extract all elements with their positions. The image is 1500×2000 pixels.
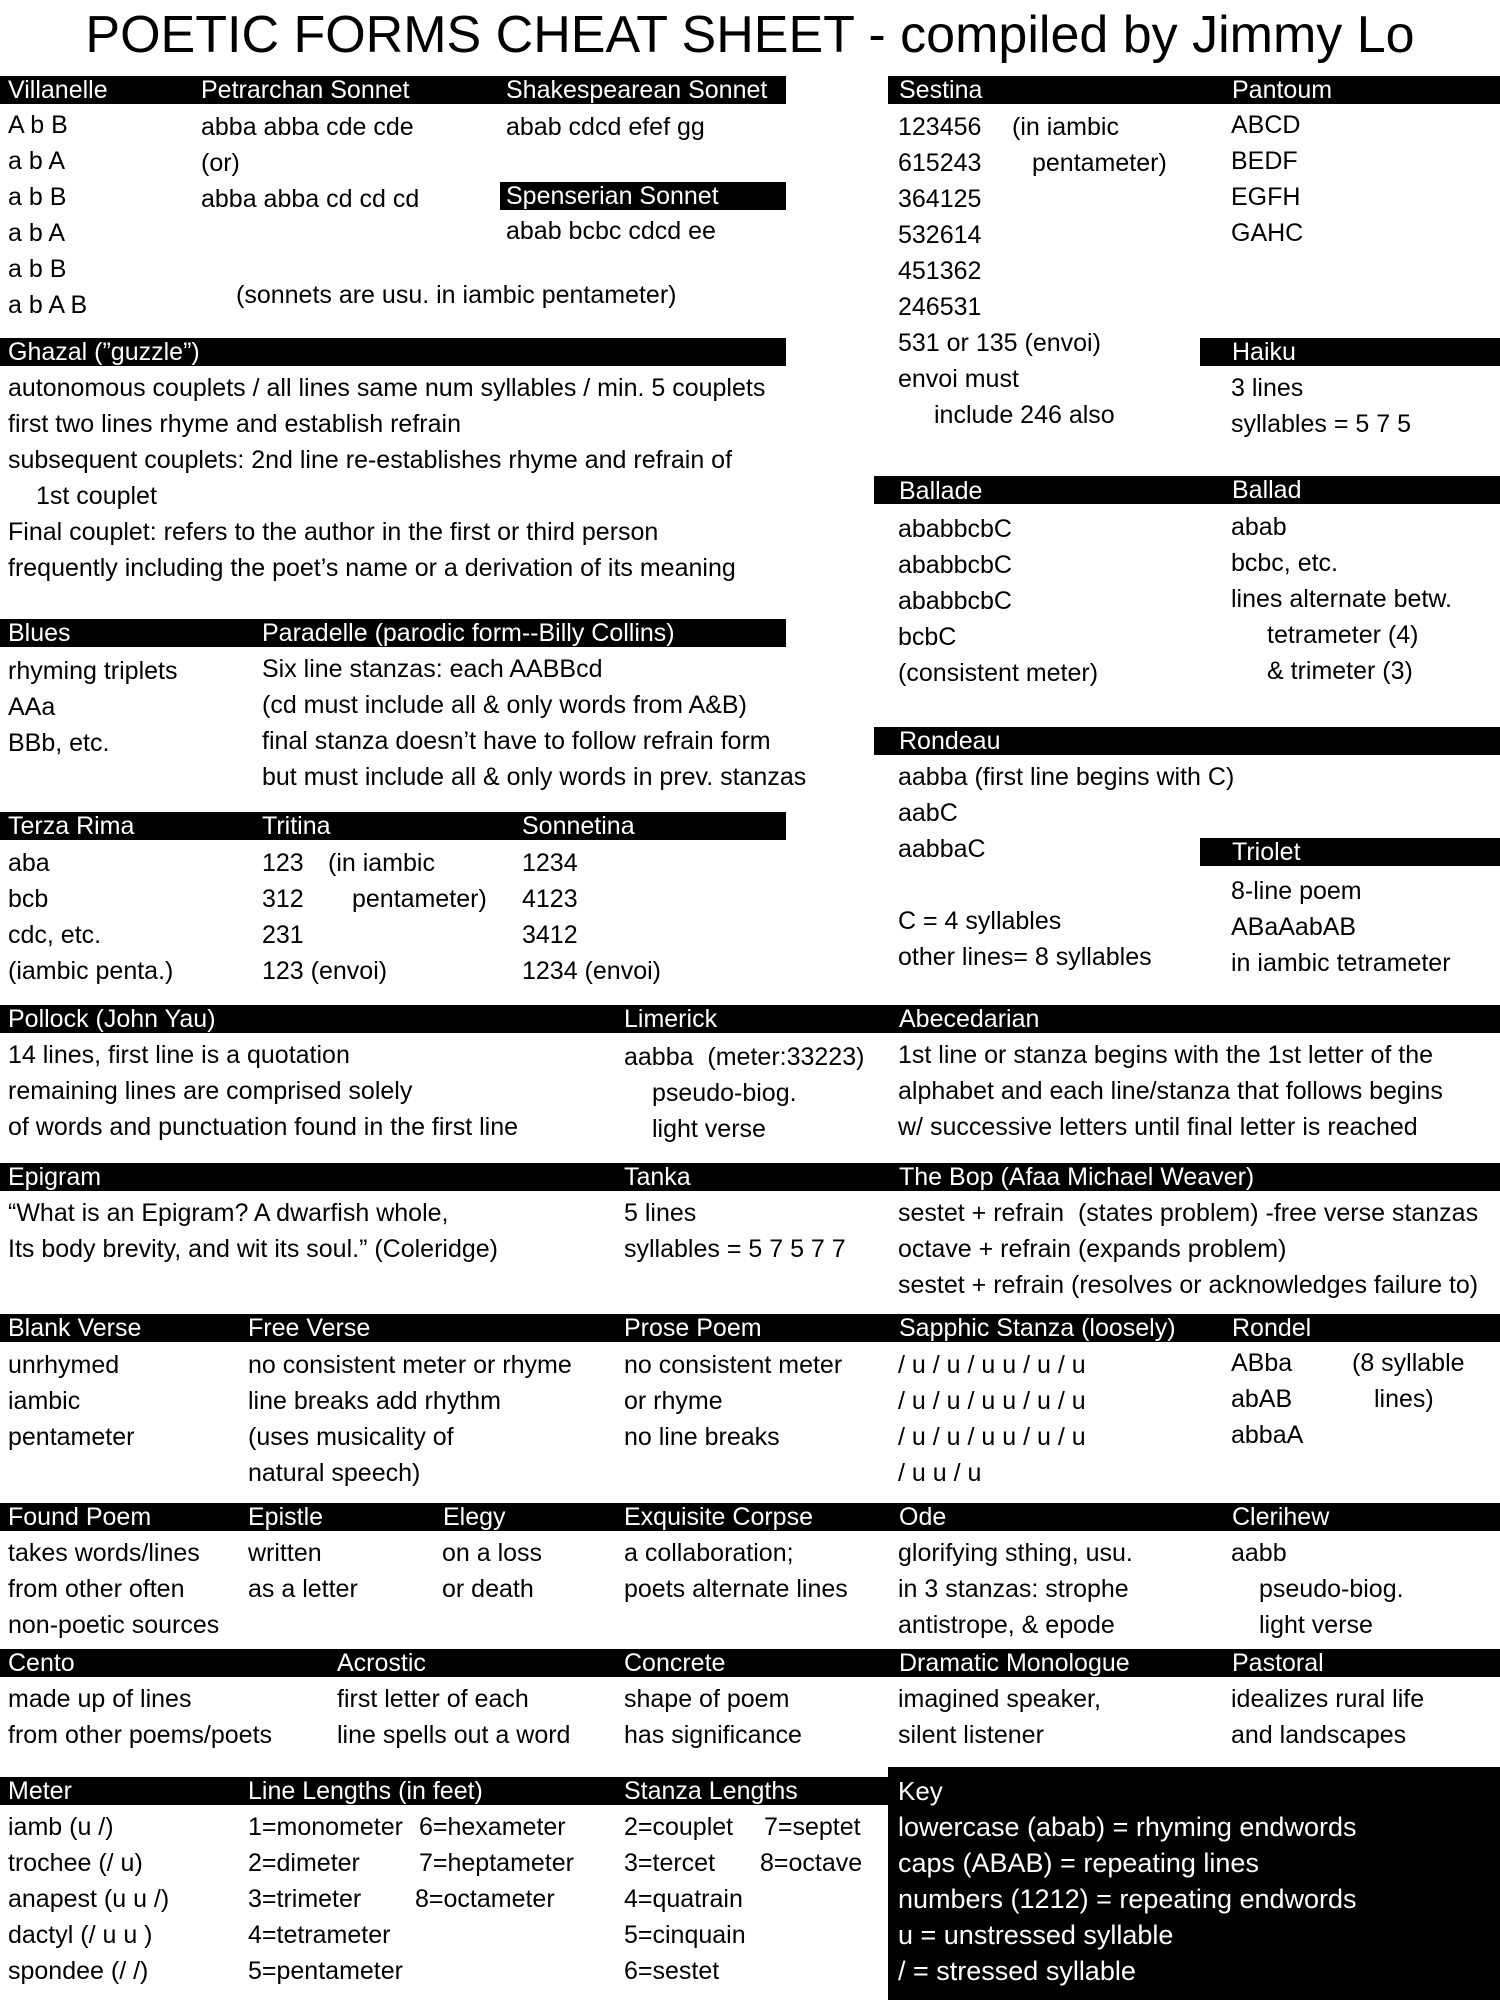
abecedarian-heading: Abecedarian <box>899 1005 1040 1033</box>
paradelle-heading: Paradelle (parodic form--Billy Collins) <box>262 619 675 647</box>
epigram-line: Its body brevity, and wit its soul.” (Coleridge) <box>8 1235 499 1263</box>
clerihew-line: pseudo-biog. <box>1259 1575 1404 1603</box>
line-length-item: 4=tetrameter <box>248 1921 391 1949</box>
sestina-line: 451362 <box>898 257 982 285</box>
sestina-line: 364125 <box>898 185 982 213</box>
sonnetina-heading: Sonnetina <box>522 812 635 840</box>
haiku-heading: Haiku <box>1232 338 1296 366</box>
clerihew-line: light verse <box>1259 1611 1373 1639</box>
terza-line: (iambic penta.) <box>8 957 174 985</box>
ballade-line: ababbcbC <box>898 551 1012 579</box>
blank-verse-line: pentameter <box>8 1423 135 1451</box>
stanza-length-item: 5=cinquain <box>624 1921 746 1949</box>
pantoum-heading: Pantoum <box>1232 76 1333 104</box>
sestina-heading: Sestina <box>899 76 983 104</box>
haiku-line: syllables = 5 7 5 <box>1231 410 1411 438</box>
pantoum-line: GAHC <box>1231 219 1304 247</box>
abecedarian-line: 1st line or stanza begins with the 1st letter of the <box>898 1041 1434 1069</box>
elegy-heading: Elegy <box>443 1503 506 1531</box>
epigram-heading: Epigram <box>8 1163 102 1191</box>
free-verse-line: no consistent meter or rhyme <box>248 1351 572 1379</box>
villanelle-line: a b B <box>8 255 67 283</box>
line-length-item: 1=monometer <box>248 1813 403 1841</box>
ballade-line: (consistent meter) <box>898 659 1099 687</box>
pollock-line: remaining lines are comprised solely <box>8 1077 413 1105</box>
tritina-line: 312 <box>262 885 304 913</box>
found-poem-line: non-poetic sources <box>8 1611 220 1639</box>
pastoral-heading: Pastoral <box>1232 1649 1324 1677</box>
petrarchan-line: abba abba cd cd cd <box>201 185 420 213</box>
ballade-line: bcbC <box>898 623 957 651</box>
sestina-line: include 246 also <box>934 401 1115 429</box>
sestina-note: (in iambic <box>1012 113 1119 141</box>
free-verse-line: natural speech) <box>248 1459 421 1487</box>
rondel-line: ABba <box>1231 1349 1293 1377</box>
rondel-line: abAB <box>1231 1385 1293 1413</box>
stanza-length-item: 8=octave <box>760 1849 863 1877</box>
villanelle-heading: Villanelle <box>8 76 108 104</box>
stanza-length-item: 6=sestet <box>624 1957 720 1985</box>
abecedarian-line: w/ successive letters until final letter is reached <box>898 1113 1418 1141</box>
cento-heading: Cento <box>8 1649 75 1677</box>
terza-line: cdc, etc. <box>8 921 102 949</box>
sonnetina-line: 1234 (envoi) <box>522 957 661 985</box>
cento-line: from other poems/poets <box>8 1721 273 1749</box>
ghazal-heading: Ghazal (”guzzle”) <box>8 338 200 366</box>
epistle-heading: Epistle <box>248 1503 324 1531</box>
triolet-line: 8-line poem <box>1231 877 1362 905</box>
spenserian-line: abab bcbc cdcd ee <box>506 217 716 245</box>
free-verse-heading: Free Verse <box>248 1314 371 1342</box>
ghazal-line: autonomous couplets / all lines same num syllables / min. 5 couplets <box>8 374 766 402</box>
tritina-heading: Tritina <box>262 812 331 840</box>
tritina-line: 123 <box>262 849 304 877</box>
rondel-note: lines) <box>1374 1385 1434 1413</box>
tritina-line: 123 (envoi) <box>262 957 388 985</box>
limerick-line: aabba (meter:33223) <box>624 1043 865 1071</box>
villanelle-line: a b B <box>8 183 67 211</box>
petrarchan-heading: Petrarchan Sonnet <box>201 76 410 104</box>
rondeau-line: aabba (first line begins with C) <box>898 763 1235 791</box>
ghazal-line: first two lines rhyme and establish refrain <box>8 410 461 438</box>
sapphic-line: / u / u / u u / u / u <box>898 1351 1086 1379</box>
sestina-line: envoi must <box>898 365 1019 393</box>
tanka-line: syllables = 5 7 5 7 7 <box>624 1235 846 1263</box>
found-poem-heading: Found Poem <box>8 1503 152 1531</box>
free-verse-line: (uses musicality of <box>248 1423 454 1451</box>
villanelle-line: a b A B <box>8 291 88 319</box>
sestina-line: 532614 <box>898 221 982 249</box>
rondeau-line: aabC <box>898 799 958 827</box>
ballade-heading: Ballade <box>899 477 983 505</box>
tanka-heading: Tanka <box>624 1163 691 1191</box>
dramatic-line: imagined speaker, <box>898 1685 1101 1713</box>
clerihew-heading: Clerihew <box>1232 1503 1330 1531</box>
line-length-item: 8=octameter <box>415 1885 555 1913</box>
line-length-item: 6=hexameter <box>419 1813 566 1841</box>
terza-line: aba <box>8 849 50 877</box>
stanza-length-item: 3=tercet <box>624 1849 716 1877</box>
villanelle-line: a b A <box>8 219 65 247</box>
limerick-line: light verse <box>652 1115 766 1143</box>
page-title: POETIC FORMS CHEAT SHEET - compiled by Jimmy Lo <box>85 6 1415 64</box>
pollock-line: 14 lines, first line is a quotation <box>8 1041 350 1069</box>
prose-poem-line: no consistent meter <box>624 1351 843 1379</box>
found-poem-line: takes words/lines <box>8 1539 200 1567</box>
pantoum-line: ABCD <box>1231 111 1301 139</box>
bop-heading: The Bop (Afaa Michael Weaver) <box>899 1163 1255 1191</box>
sestina-line: 246531 <box>898 293 982 321</box>
header-bar-row-pollock <box>0 1005 1500 1033</box>
ballad-line: lines alternate betw. <box>1231 585 1452 613</box>
ode-line: glorifying sthing, usu. <box>898 1539 1133 1567</box>
rondel-heading: Rondel <box>1232 1314 1312 1342</box>
tanka-line: 5 lines <box>624 1199 697 1227</box>
concrete-line: shape of poem <box>624 1685 790 1713</box>
shakespearean-heading: Shakespearean Sonnet <box>506 76 768 104</box>
triolet-line: in iambic tetrameter <box>1231 949 1451 977</box>
key-line: numbers (1212) = repeating endwords <box>898 1884 1357 1914</box>
blank-verse-line: iambic <box>8 1387 81 1415</box>
exquisite-line: poets alternate lines <box>624 1575 848 1603</box>
triolet-line: ABaAabAB <box>1231 913 1357 941</box>
stanza-length-item: 7=septet <box>764 1813 861 1841</box>
blues-heading: Blues <box>8 619 71 647</box>
key-line: lowercase (abab) = rhyming endwords <box>898 1812 1357 1842</box>
haiku-line: 3 lines <box>1231 374 1304 402</box>
sapphic-line: / u u / u <box>898 1459 982 1487</box>
blues-line: AAa <box>8 693 56 721</box>
ballade-line: ababbcbC <box>898 515 1012 543</box>
elegy-line: or death <box>442 1575 534 1603</box>
ballade-line: ababbcbC <box>898 587 1012 615</box>
epistle-line: written <box>248 1539 322 1567</box>
sapphic-line: / u / u / u u / u / u <box>898 1387 1086 1415</box>
key-line: caps (ABAB) = repeating lines <box>898 1848 1259 1878</box>
ballad-line: tetrameter (4) <box>1267 621 1419 649</box>
ode-line: antistrope, & epode <box>898 1611 1115 1639</box>
key-line: u = unstressed syllable <box>898 1920 1174 1950</box>
elegy-line: on a loss <box>442 1539 543 1567</box>
meter-line: anapest (u u /) <box>8 1885 170 1913</box>
stanza-length-item: 4=quatrain <box>624 1885 743 1913</box>
paradelle-line: final stanza doesn’t have to follow refrain form <box>262 727 771 755</box>
sonnetina-line: 4123 <box>522 885 578 913</box>
exquisite-heading: Exquisite Corpse <box>624 1503 813 1531</box>
ghazal-line: Final couplet: refers to the author in the first or third person <box>8 518 659 546</box>
key-box <box>888 1767 1500 2000</box>
concrete-heading: Concrete <box>624 1649 726 1677</box>
rondeau-line: C = 4 syllables <box>898 907 1062 935</box>
acrostic-line: first letter of each <box>337 1685 529 1713</box>
rondeau-heading: Rondeau <box>899 727 1001 755</box>
stanza-length-item: 2=couplet <box>624 1813 734 1841</box>
meter-line: dactyl (/ u u ) <box>8 1921 153 1949</box>
sestina-line: 615243 <box>898 149 982 177</box>
villanelle-line: A b B <box>8 111 68 139</box>
shakespearean-line: abab cdcd efef gg <box>506 113 705 141</box>
meter-line: iamb (u /) <box>8 1813 114 1841</box>
sestina-line: 531 or 135 (envoi) <box>898 329 1101 357</box>
ballad-heading: Ballad <box>1232 476 1302 504</box>
rondeau-line: aabbaC <box>898 835 986 863</box>
tritina-note: pentameter) <box>352 885 487 913</box>
prose-poem-line: no line breaks <box>624 1423 780 1451</box>
petrarchan-line: (or) <box>201 149 240 177</box>
line-length-item: 3=trimeter <box>248 1885 362 1913</box>
stanza-lengths-heading: Stanza Lengths <box>624 1777 798 1805</box>
acrostic-line: line spells out a word <box>337 1721 571 1749</box>
cento-line: made up of lines <box>8 1685 192 1713</box>
rondel-line: abbaA <box>1231 1421 1304 1449</box>
meter-line: trochee (/ u) <box>8 1849 143 1877</box>
acrostic-heading: Acrostic <box>337 1649 426 1677</box>
key-heading: Key <box>898 1776 943 1806</box>
pastoral-line: idealizes rural life <box>1231 1685 1425 1713</box>
dramatic-line: silent listener <box>898 1721 1044 1749</box>
paradelle-line: Six line stanzas: each AABBcd <box>262 655 603 683</box>
limerick-line: pseudo-biog. <box>652 1079 797 1107</box>
pastoral-line: and landscapes <box>1231 1721 1407 1749</box>
paradelle-line: but must include all & only words in prev. stanzas <box>262 763 807 791</box>
ghazal-line: subsequent couplets: 2nd line re-establishes rhyme and refrain of <box>8 446 733 474</box>
ballad-line: abab <box>1231 513 1287 541</box>
sapphic-line: / u / u / u u / u / u <box>898 1423 1086 1451</box>
ode-heading: Ode <box>899 1503 947 1531</box>
triolet-heading: Triolet <box>1232 838 1301 866</box>
villanelle-line: a b A <box>8 147 65 175</box>
rondel-note: (8 syllable <box>1352 1349 1465 1377</box>
epistle-line: as a letter <box>248 1575 358 1603</box>
spenserian-heading: Spenserian Sonnet <box>506 182 719 210</box>
rondeau-line: other lines= 8 syllables <box>898 943 1152 971</box>
prose-poem-line: or rhyme <box>624 1387 723 1415</box>
meter-line: spondee (/ /) <box>8 1957 149 1985</box>
ode-line: in 3 stanzas: strophe <box>898 1575 1129 1603</box>
line-length-item: 7=heptameter <box>419 1849 574 1877</box>
sonnet-note: (sonnets are usu. in iambic pentameter) <box>236 281 677 309</box>
terza-line: bcb <box>8 885 49 913</box>
concrete-line: has significance <box>624 1721 802 1749</box>
ballad-line: & trimeter (3) <box>1267 657 1413 685</box>
paradelle-line: (cd must include all & only words from A&B) <box>262 691 747 719</box>
sonnetina-line: 1234 <box>522 849 578 877</box>
pantoum-line: EGFH <box>1231 183 1301 211</box>
meter-heading: Meter <box>8 1777 72 1805</box>
pollock-line: of words and punctuation found in the first line <box>8 1113 519 1141</box>
sonnetina-line: 3412 <box>522 921 578 949</box>
ghazal-line: 1st couplet <box>36 482 157 510</box>
epigram-line: “What is an Epigram? A dwarfish whole, <box>8 1199 449 1227</box>
sestina-note: pentameter) <box>1032 149 1167 177</box>
blues-line: BBb, etc. <box>8 729 110 757</box>
tritina-line: 231 <box>262 921 304 949</box>
tritina-note: (in iambic <box>328 849 435 877</box>
petrarchan-line: abba abba cde cde <box>201 113 414 141</box>
ghazal-line: frequently including the poet’s name or a derivation of its meaning <box>8 554 736 582</box>
line-lengths-heading: Line Lengths (in feet) <box>248 1777 483 1805</box>
exquisite-line: a collaboration; <box>624 1539 794 1567</box>
ballad-line: bcbc, etc. <box>1231 549 1338 577</box>
dramatic-heading: Dramatic Monologue <box>899 1649 1130 1677</box>
key-line: / = stressed syllable <box>898 1956 1136 1986</box>
bop-line: sestet + refrain (resolves or acknowledges failure to) <box>898 1271 1479 1299</box>
prose-poem-heading: Prose Poem <box>624 1314 762 1342</box>
clerihew-line: aabb <box>1231 1539 1287 1567</box>
bop-line: sestet + refrain (states problem) -free verse stanzas <box>898 1199 1479 1227</box>
terza-heading: Terza Rima <box>8 812 135 840</box>
free-verse-line: line breaks add rhythm <box>248 1387 501 1415</box>
pollock-heading: Pollock (John Yau) <box>8 1005 216 1033</box>
pantoum-line: BEDF <box>1231 147 1298 175</box>
found-poem-line: from other often <box>8 1575 185 1603</box>
abecedarian-line: alphabet and each line/stanza that follows begins <box>898 1077 1443 1105</box>
blank-verse-line: unrhymed <box>8 1351 120 1379</box>
sapphic-heading: Sapphic Stanza (loosely) <box>899 1314 1176 1342</box>
blues-line: rhyming triplets <box>8 657 178 685</box>
line-length-item: 2=dimeter <box>248 1849 360 1877</box>
bop-line: octave + refrain (expands problem) <box>898 1235 1287 1263</box>
header-bar-row-epigram <box>0 1163 1500 1191</box>
line-length-item: 5=pentameter <box>248 1957 403 1985</box>
blank-verse-heading: Blank Verse <box>8 1314 142 1342</box>
limerick-heading: Limerick <box>624 1005 718 1033</box>
sestina-line: 123456 <box>898 113 982 141</box>
